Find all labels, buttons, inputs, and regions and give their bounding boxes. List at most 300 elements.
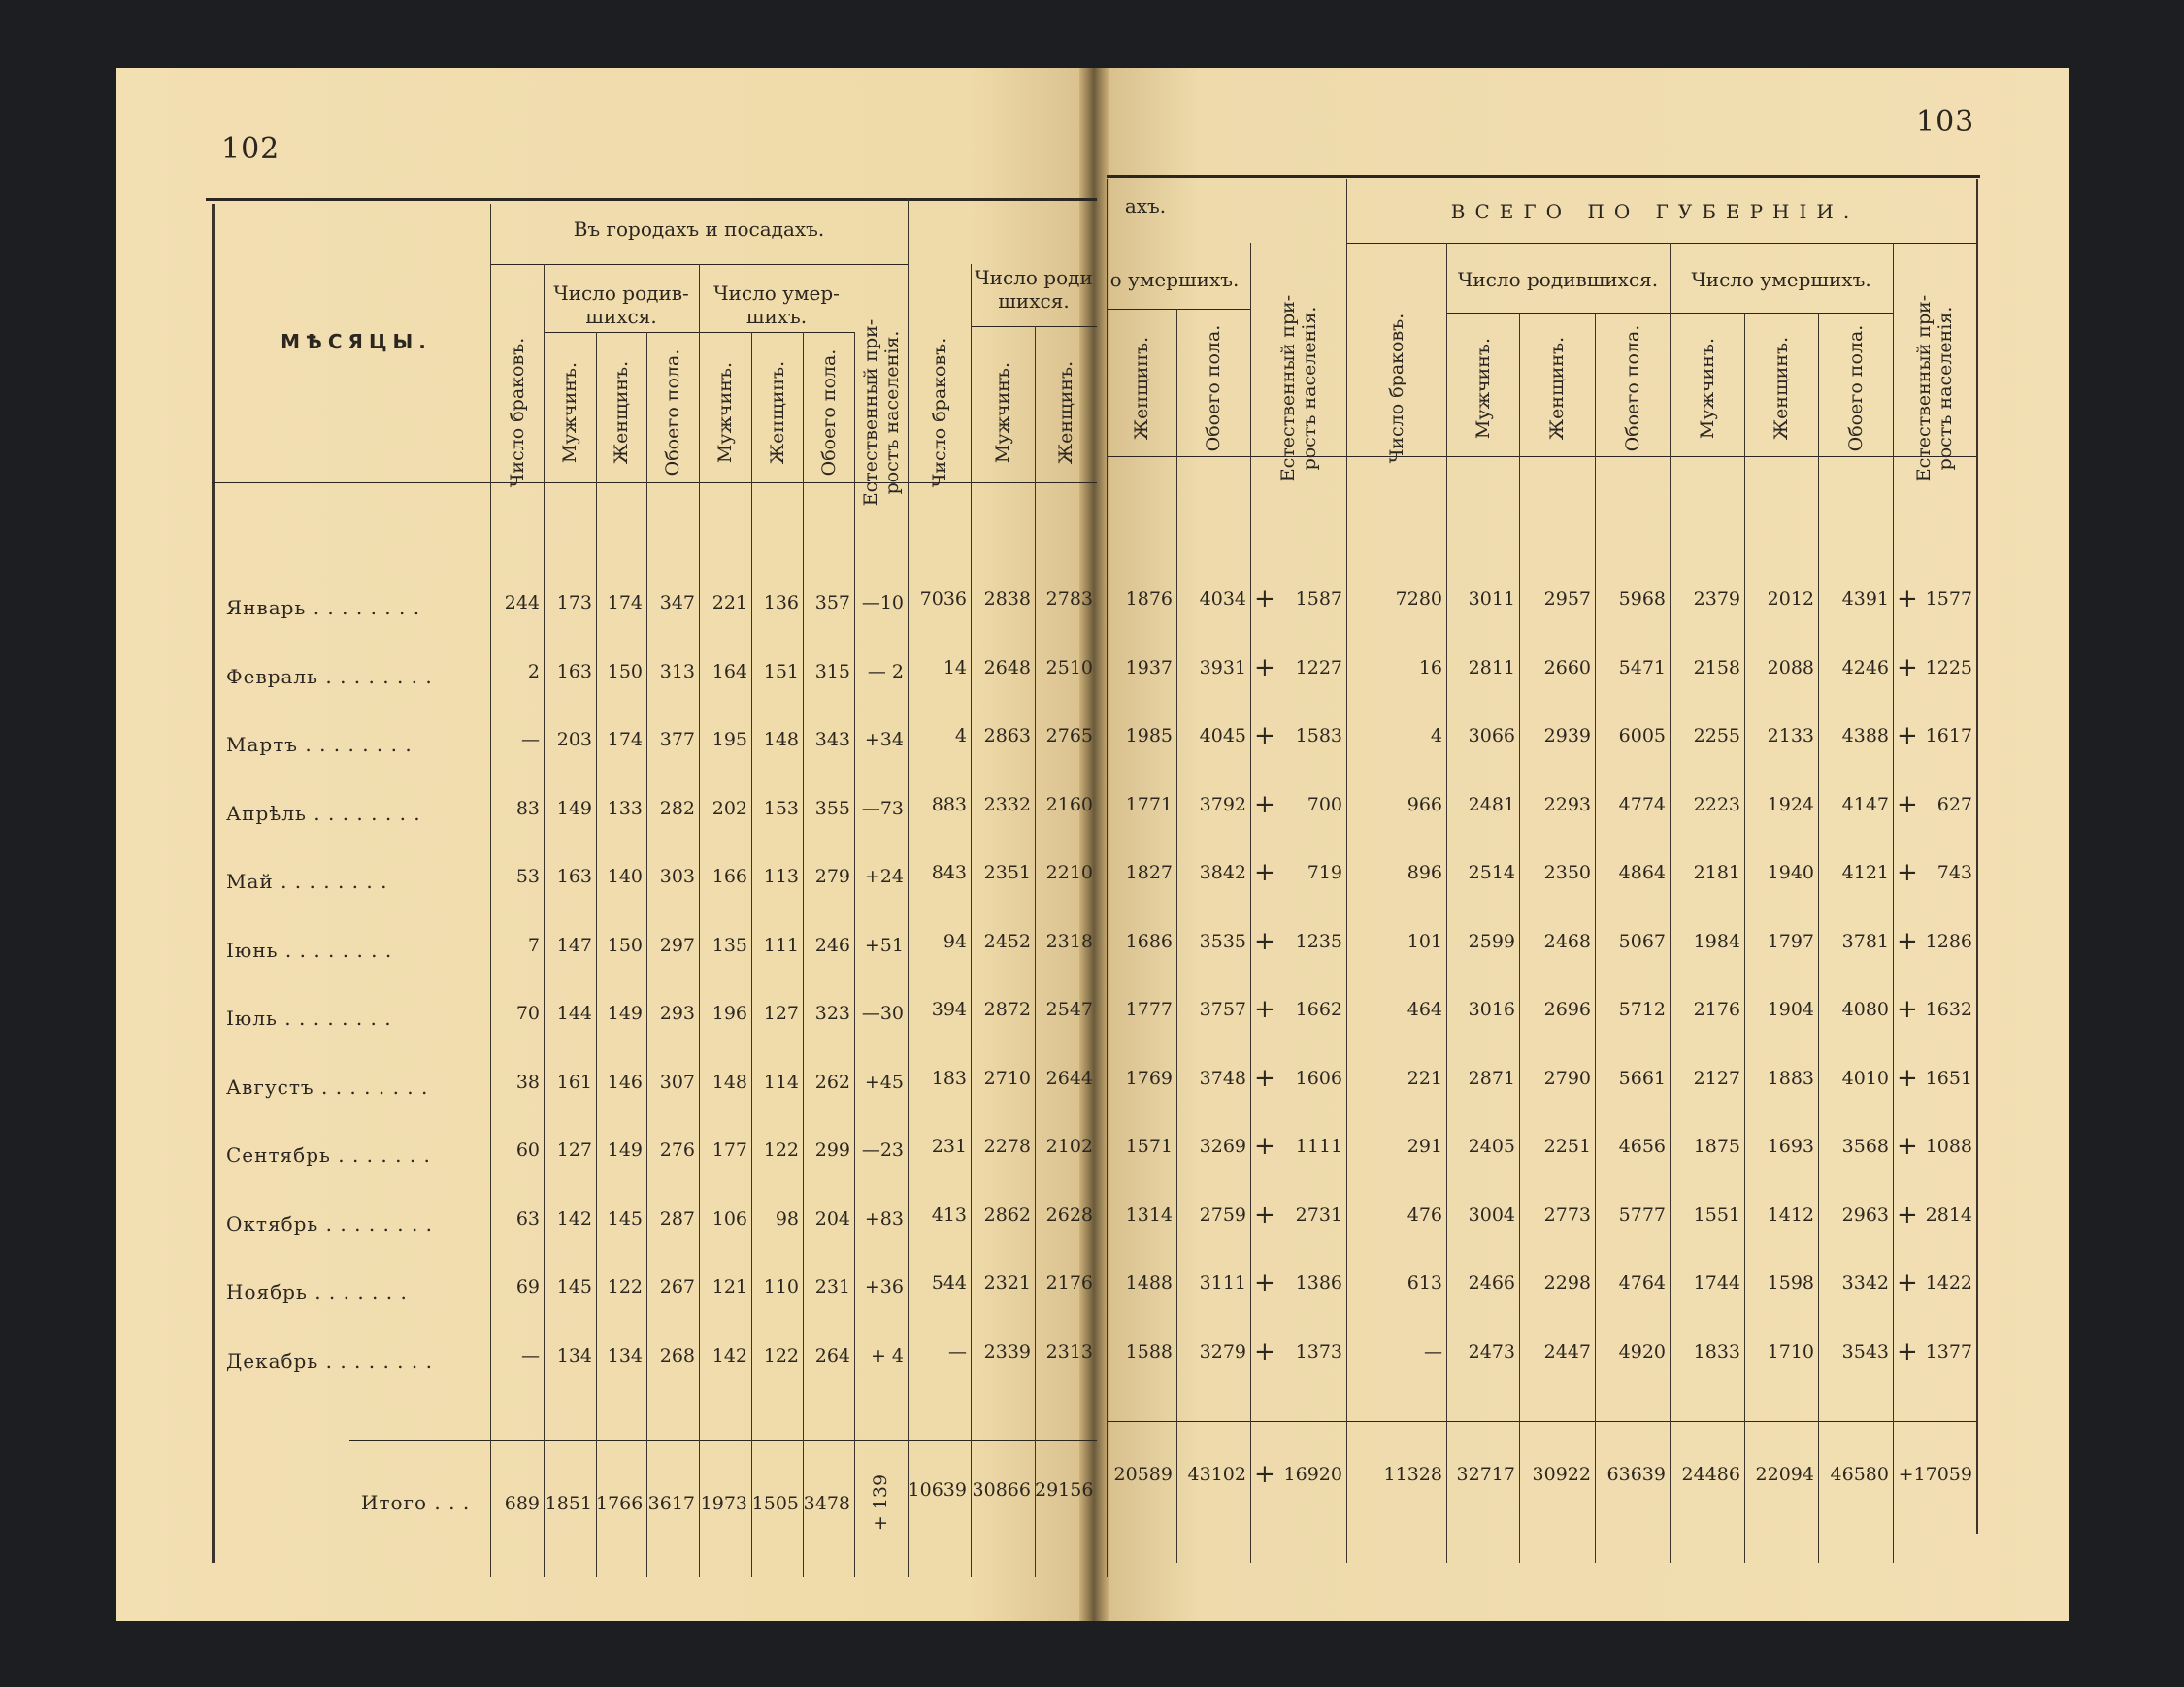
province-cell: 2088 <box>1767 656 1814 678</box>
city-born-rule <box>544 332 699 333</box>
city-row-10-cell: 121 <box>711 1276 747 1298</box>
province-cell: — <box>1424 1340 1442 1363</box>
county-left-rule-0 <box>971 264 972 1577</box>
province-cell: 2514 <box>1468 862 1515 883</box>
province-cell: 2790 <box>1543 1067 1591 1089</box>
county-left-row-9-cell: 413 <box>931 1204 967 1226</box>
province-cell: 1551 <box>1693 1204 1740 1226</box>
county-left-row-3-cell: 2332 <box>983 793 1031 815</box>
city-row-3-cell: 133 <box>607 797 643 819</box>
county-left-col-header-2: Женщинъ. <box>1055 360 1076 465</box>
province-cell: 3568 <box>1841 1136 1889 1157</box>
county-right-growth: 1606 <box>1295 1067 1342 1089</box>
plus-sign: + <box>1254 1269 1275 1298</box>
county-right-both: 3792 <box>1199 793 1246 815</box>
plus-sign: + <box>1254 584 1275 613</box>
city-row-8-cell: —23 <box>861 1140 904 1161</box>
province-total-cell: +17059 <box>1898 1464 1972 1485</box>
province-growth: 1617 <box>1925 725 1972 746</box>
city-row-1-cell: 313 <box>659 660 695 682</box>
county-left-row-7-cell: 2644 <box>1045 1067 1093 1089</box>
city-row-11-cell: — <box>521 1344 540 1367</box>
city-row-4-cell: 113 <box>763 866 799 887</box>
county-right-both: 3111 <box>1199 1273 1246 1294</box>
city-col-header-6: Обоего пола. <box>817 348 840 477</box>
county-right-women: 1686 <box>1125 930 1173 952</box>
county-right-total-both: 43102 <box>1187 1464 1246 1485</box>
province-growth: 1286 <box>1925 930 1972 952</box>
province-cell: 2251 <box>1543 1136 1591 1157</box>
county-right-both: 4045 <box>1199 725 1246 746</box>
city-row-1-cell: 2 <box>527 660 540 682</box>
city-row-4-cell: 53 <box>515 866 540 887</box>
province-cell: 2963 <box>1841 1204 1889 1226</box>
city-row-11-cell: 268 <box>659 1344 695 1367</box>
county-right-women: 1985 <box>1125 725 1173 746</box>
province-cell: 4010 <box>1841 1067 1889 1089</box>
city-row-10-cell: 122 <box>607 1276 643 1298</box>
plus-sign: + <box>1254 1337 1275 1367</box>
province-cell: 613 <box>1406 1273 1442 1294</box>
province-cell: 5968 <box>1618 588 1666 610</box>
county-left-row-6-cell: 394 <box>931 999 967 1020</box>
county-right-growth: 1662 <box>1295 999 1342 1020</box>
county-left-row-2-cell: 4 <box>954 725 967 746</box>
month-label: Iюнь . . . . . . . . <box>226 938 393 962</box>
province-cell: 2158 <box>1693 656 1740 678</box>
plus-sign: + <box>1897 1269 1918 1298</box>
city-row-10-cell: +36 <box>864 1276 904 1298</box>
province-cell: 2773 <box>1543 1204 1591 1226</box>
city-row-10-cell: 110 <box>763 1276 799 1298</box>
province-died-rule <box>1670 313 1893 314</box>
province-cell: 2468 <box>1543 930 1591 952</box>
month-label: Декабрь . . . . . . . . <box>226 1348 433 1373</box>
county-right-women: 1571 <box>1125 1136 1173 1157</box>
city-row-10-cell: 231 <box>814 1276 850 1298</box>
city-total-cell: 3478 <box>803 1493 850 1514</box>
months-heading: МѢСЯЦЫ. <box>281 330 432 353</box>
county-left-total-cell: 29156 <box>1035 1479 1094 1501</box>
month-label: Ноябрь . . . . . . . <box>226 1280 408 1304</box>
total-rule-left <box>349 1440 1097 1441</box>
city-row-2-cell: 195 <box>711 729 747 750</box>
county-right-women: 1771 <box>1125 793 1173 815</box>
city-row-6-cell: —30 <box>861 1003 904 1024</box>
total-rule-right <box>1107 1421 1976 1422</box>
province-cell: 5712 <box>1618 999 1666 1020</box>
county-right-growth: 700 <box>1307 793 1342 815</box>
province-cell: 1984 <box>1693 930 1740 952</box>
province-cell: 1940 <box>1767 862 1814 883</box>
city-col-header-1: Мужчинъ. <box>559 361 580 464</box>
province-total-cell: 63639 <box>1606 1464 1666 1485</box>
plus-sign: + <box>1897 1063 1918 1093</box>
city-row-1-cell: 315 <box>814 660 850 682</box>
province-cell: 7280 <box>1395 588 1442 610</box>
province-born-rule <box>1446 313 1670 314</box>
page-number-left: 102 <box>221 132 281 166</box>
city-row-0-cell: 221 <box>711 592 747 613</box>
county-group-rule <box>908 198 909 1577</box>
city-row-0-cell: 347 <box>659 592 695 613</box>
province-cell: 4391 <box>1841 588 1889 610</box>
province-cell: 4147 <box>1841 793 1889 815</box>
province-cell: 2298 <box>1543 1273 1591 1294</box>
province-cell: 464 <box>1406 999 1442 1020</box>
province-cell: 4121 <box>1841 862 1889 883</box>
city-row-1-cell: 164 <box>711 660 747 682</box>
county-died-rule <box>1107 309 1250 310</box>
city-row-11-cell: 142 <box>711 1344 747 1367</box>
city-row-6-cell: 70 <box>515 1003 540 1024</box>
total-label: Итого . . . <box>361 1491 471 1514</box>
county-heading: ахъ. <box>1124 194 1167 217</box>
plus-sign: + <box>1897 721 1918 750</box>
province-growth: 743 <box>1936 862 1972 883</box>
province-cell: 2473 <box>1468 1340 1515 1363</box>
county-right-women: 1314 <box>1125 1204 1173 1226</box>
province-cell: 2405 <box>1468 1136 1515 1157</box>
city-row-7-cell: 38 <box>515 1071 540 1093</box>
province-col-header-7: Естественный при- ростъ населенія. <box>1913 294 1956 482</box>
city-row-3-cell: 83 <box>515 797 540 819</box>
province-cell: 5471 <box>1618 656 1666 678</box>
city-row-8-cell: 299 <box>814 1140 850 1161</box>
county-right-col-header-0: Женщинъ. <box>1131 336 1152 441</box>
city-rule-0 <box>544 264 545 1577</box>
province-cell: 101 <box>1406 930 1442 952</box>
province-cell: 2871 <box>1468 1067 1515 1089</box>
city-row-7-cell: 146 <box>607 1071 643 1093</box>
city-row-8-cell: 60 <box>515 1140 540 1161</box>
province-cell: 4920 <box>1618 1340 1666 1363</box>
month-label: Сентябрь . . . . . . . <box>226 1143 431 1167</box>
city-row-5-cell: 297 <box>659 934 695 956</box>
county-right-both: 3757 <box>1199 999 1246 1020</box>
city-row-9-cell: 98 <box>775 1207 799 1230</box>
province-cell: 1693 <box>1767 1136 1814 1157</box>
city-row-6-cell: 144 <box>556 1003 592 1024</box>
province-cell: 5777 <box>1618 1204 1666 1226</box>
city-row-4-cell: 166 <box>711 866 747 887</box>
county-right-both: 3931 <box>1199 656 1246 678</box>
county-left-total-cell: 30866 <box>972 1479 1031 1501</box>
province-cell: 476 <box>1406 1204 1442 1226</box>
province-growth: 1225 <box>1925 656 1972 678</box>
city-row-7-cell: 307 <box>659 1071 695 1093</box>
top-rule-left <box>206 198 1097 201</box>
plus-sign: + <box>1897 1337 1918 1367</box>
province-cell: 2957 <box>1543 588 1591 610</box>
province-cell: 2012 <box>1767 588 1814 610</box>
county-left-row-11-cell: — <box>948 1340 967 1363</box>
city-col-header-2: Женщинъ. <box>611 360 632 465</box>
province-cell: 3011 <box>1468 588 1515 610</box>
plus-sign: + <box>1897 652 1918 682</box>
province-cell: 1744 <box>1693 1273 1740 1294</box>
city-row-5-cell: 150 <box>607 934 643 956</box>
plus-sign: + <box>1897 995 1918 1024</box>
province-cell: 4656 <box>1618 1136 1666 1157</box>
county-left-row-1-cell: 2510 <box>1045 656 1093 678</box>
city-row-8-cell: 276 <box>659 1140 695 1161</box>
city-row-4-cell: 303 <box>659 866 695 887</box>
city-row-9-cell: 106 <box>711 1207 747 1230</box>
province-cell: 4 <box>1430 725 1442 746</box>
city-row-1-cell: 163 <box>556 660 592 682</box>
city-row-3-cell: —73 <box>861 797 904 819</box>
city-row-0-cell: 173 <box>556 592 592 613</box>
province-cell: 4774 <box>1618 793 1666 815</box>
county-left-row-0-cell: 7036 <box>919 588 967 610</box>
city-col-header-5: Женщинъ. <box>766 360 788 465</box>
county-right-both: 3269 <box>1199 1136 1246 1157</box>
province-col-header-2: Женщинъ. <box>1546 336 1568 441</box>
province-cell: 2660 <box>1543 656 1591 678</box>
city-row-0-cell: 244 <box>504 592 540 613</box>
city-col-header-7: Естественный при- ростъ населенія. <box>859 318 903 507</box>
county-left-row-3-cell: 883 <box>931 793 967 815</box>
county-left-row-1-cell: 14 <box>943 656 967 678</box>
month-label: Октябрь . . . . . . . . <box>226 1211 434 1236</box>
header-bottom-left <box>212 482 1097 483</box>
province-total-cell: 22094 <box>1755 1464 1814 1485</box>
province-cell: 2939 <box>1543 725 1591 746</box>
province-cell: 3543 <box>1841 1340 1889 1363</box>
province-cell: 1875 <box>1693 1136 1740 1157</box>
province-growth: 1651 <box>1925 1067 1972 1089</box>
plus-sign: + <box>1254 1063 1275 1093</box>
city-row-11-cell: + 4 <box>870 1344 904 1367</box>
province-total-cell: 30922 <box>1532 1464 1591 1485</box>
city-died-rule <box>699 332 854 333</box>
county-left-row-4-cell: 843 <box>931 862 967 883</box>
plus-sign: + <box>1897 1200 1918 1230</box>
city-row-3-cell: 149 <box>556 797 592 819</box>
province-growth: 1577 <box>1925 588 1972 610</box>
province-cell: 3004 <box>1468 1204 1515 1226</box>
county-right-women: 1588 <box>1125 1340 1173 1363</box>
city-total-cell: 1766 <box>596 1493 644 1514</box>
province-growth: 1632 <box>1925 999 1972 1020</box>
city-row-1-cell: — 2 <box>867 660 904 682</box>
county-left-row-5-cell: 94 <box>943 930 967 952</box>
county-left-row-7-cell: 2710 <box>983 1067 1031 1089</box>
province-cell: 5661 <box>1618 1067 1666 1089</box>
city-heading: Въ городахъ и посадахъ. <box>573 217 825 241</box>
city-row-11-cell: 122 <box>763 1344 799 1367</box>
county-right-col-header-1: Обоего пола. <box>1203 324 1224 452</box>
province-cell: 2255 <box>1693 725 1740 746</box>
province-died-heading: Число умершихъ. <box>1691 268 1871 291</box>
province-cell: 2127 <box>1693 1067 1740 1089</box>
county-right-women: 1777 <box>1125 999 1173 1020</box>
city-row-8-cell: 127 <box>556 1140 592 1161</box>
city-row-2-cell: 148 <box>763 729 799 750</box>
city-row-6-cell: 127 <box>763 1003 799 1024</box>
county-left-row-0-cell: 2783 <box>1045 588 1093 610</box>
province-growth: 2814 <box>1925 1204 1972 1226</box>
province-rule-3 <box>1670 243 1671 1563</box>
plus-sign: + <box>1897 584 1918 613</box>
header-bottom-right <box>1107 456 1976 457</box>
province-cell: 4864 <box>1618 862 1666 883</box>
province-col-header-4: Мужчинъ. <box>1696 337 1718 440</box>
city-row-6-cell: 149 <box>607 1003 643 1024</box>
plus-sign: + <box>1897 926 1918 956</box>
province-cell: 1412 <box>1767 1204 1814 1226</box>
county-left-row-2-cell: 2765 <box>1045 725 1093 746</box>
province-cell: 2223 <box>1693 793 1740 815</box>
city-row-10-cell: 145 <box>556 1276 592 1298</box>
county-right-growth: 1373 <box>1295 1340 1342 1363</box>
county-right-women: 1937 <box>1125 656 1173 678</box>
plus-sign: + <box>1254 789 1275 819</box>
city-died-heading: Число умер- шихъ. <box>713 281 840 328</box>
county-left-row-5-cell: 2318 <box>1045 930 1093 952</box>
city-row-8-cell: 149 <box>607 1140 643 1161</box>
county-right-total-women: 20589 <box>1113 1464 1173 1485</box>
county-right-growth: 1111 <box>1295 1136 1342 1157</box>
city-row-3-cell: 355 <box>814 797 850 819</box>
city-row-8-cell: 122 <box>763 1140 799 1161</box>
page-number-right: 103 <box>1916 105 1975 139</box>
city-total-cell: 1851 <box>545 1493 592 1514</box>
city-row-5-cell: 135 <box>711 934 747 956</box>
city-row-9-cell: 145 <box>607 1207 643 1230</box>
county-right-women: 1827 <box>1125 862 1173 883</box>
city-row-7-cell: 148 <box>711 1071 747 1093</box>
county-right-growth: 1227 <box>1295 656 1342 678</box>
province-cell: 4764 <box>1618 1273 1666 1294</box>
city-rule-3 <box>699 264 700 1577</box>
county-right-col-header-2: Естественный при- ростъ населенія. <box>1276 294 1320 482</box>
province-total-cell: 24486 <box>1681 1464 1740 1485</box>
county-died-heading: о умершихъ. <box>1109 268 1240 291</box>
plus-sign: + <box>1254 1460 1275 1489</box>
province-cell: 3781 <box>1841 930 1889 952</box>
city-row-1-cell: 150 <box>607 660 643 682</box>
county-left-row-6-cell: 2547 <box>1045 999 1093 1020</box>
province-cell: 2481 <box>1468 793 1515 815</box>
county-right-both: 3535 <box>1199 930 1246 952</box>
city-row-0-cell: 136 <box>763 592 799 613</box>
province-cell: 896 <box>1406 862 1442 883</box>
county-left-row-10-cell: 2321 <box>983 1273 1031 1294</box>
province-cell: 4246 <box>1841 656 1889 678</box>
city-row-1-cell: 151 <box>763 660 799 682</box>
city-row-0-cell: 357 <box>814 592 850 613</box>
city-row-7-cell: 262 <box>814 1071 850 1093</box>
province-total-cell: 46580 <box>1830 1464 1889 1485</box>
city-row-3-cell: 282 <box>659 797 695 819</box>
county-left-row-10-cell: 2176 <box>1045 1273 1093 1294</box>
month-label: Январь . . . . . . . . <box>226 596 421 619</box>
city-row-0-cell: —10 <box>861 592 904 613</box>
city-row-9-cell: 204 <box>814 1207 850 1230</box>
county-right-women: 1876 <box>1125 588 1173 610</box>
county-left-row-4-cell: 2210 <box>1045 862 1093 883</box>
city-total-cell: 3617 <box>647 1493 695 1514</box>
city-row-5-cell: +51 <box>864 934 904 956</box>
county-left-row-10-cell: 544 <box>931 1273 967 1294</box>
province-col-header-6: Обоего пола. <box>1844 324 1867 452</box>
province-cell: 1797 <box>1767 930 1814 952</box>
province-cell: 2599 <box>1468 930 1515 952</box>
city-row-11-cell: 134 <box>607 1344 643 1367</box>
province-cell: 6005 <box>1618 725 1666 746</box>
province-cell: 3016 <box>1468 999 1515 1020</box>
plus-sign: + <box>1254 926 1275 956</box>
city-row-4-cell: 140 <box>607 866 643 887</box>
month-label: Iюль . . . . . . . . <box>226 1007 392 1030</box>
province-cell: 1598 <box>1767 1273 1814 1294</box>
province-col-header-3: Обоего пола. <box>1621 324 1643 452</box>
left-border <box>212 204 215 1563</box>
province-growth: 1422 <box>1925 1273 1972 1294</box>
province-cell: 4388 <box>1841 725 1889 746</box>
province-cell: 1904 <box>1767 999 1814 1020</box>
city-row-5-cell: 246 <box>814 934 850 956</box>
city-row-10-cell: 267 <box>659 1276 695 1298</box>
county-right-growth: 1583 <box>1295 725 1342 746</box>
province-cell: 1710 <box>1767 1340 1814 1363</box>
county-born-rule <box>971 326 1097 327</box>
plus-sign: + <box>1897 858 1918 887</box>
province-col-header-1: Мужчинъ. <box>1472 337 1494 440</box>
province-cell: 221 <box>1406 1067 1442 1089</box>
city-total-growth: + 139 <box>870 1473 891 1532</box>
county-left-row-3-cell: 2160 <box>1045 793 1093 815</box>
city-row-2-cell: 174 <box>607 729 643 750</box>
month-label: Августъ . . . . . . . . <box>226 1075 429 1099</box>
city-total-cell: 1505 <box>751 1493 799 1514</box>
province-cell: 4080 <box>1841 999 1889 1020</box>
county-left-col-header-1: Мужчинъ. <box>992 361 1013 464</box>
province-total-cell: 11328 <box>1383 1464 1442 1485</box>
province-cell: 2181 <box>1693 862 1740 883</box>
province-rule-0 <box>1446 243 1447 1563</box>
province-heading: ВСЕГО ПО ГУБЕРНIИ. <box>1450 200 1860 223</box>
plus-sign: + <box>1897 1132 1918 1161</box>
city-row-7-cell: 161 <box>556 1071 592 1093</box>
city-row-2-cell: 203 <box>556 729 592 750</box>
city-row-4-cell: +24 <box>864 866 904 887</box>
right-border <box>1976 179 1978 1534</box>
county-left-row-11-cell: 2339 <box>983 1340 1031 1363</box>
province-cell: 2811 <box>1468 656 1515 678</box>
province-cell: 3066 <box>1468 725 1515 746</box>
city-row-4-cell: 279 <box>814 866 850 887</box>
city-row-9-cell: +83 <box>864 1207 904 1230</box>
province-total-cell: 32717 <box>1456 1464 1515 1485</box>
province-cell: 2293 <box>1543 793 1591 815</box>
city-row-6-cell: 196 <box>711 1003 747 1024</box>
month-label: Май . . . . . . . . <box>226 870 388 893</box>
plus-sign: + <box>1254 721 1275 750</box>
city-row-2-cell: 377 <box>659 729 695 750</box>
city-row-7-cell: +45 <box>864 1071 904 1093</box>
city-row-2-cell: +34 <box>864 729 904 750</box>
city-row-6-cell: 293 <box>659 1003 695 1024</box>
city-row-2-cell: — <box>521 729 540 750</box>
province-cell: 16 <box>1418 656 1442 678</box>
county-left-row-6-cell: 2872 <box>983 999 1031 1020</box>
county-left-row-0-cell: 2838 <box>983 588 1031 610</box>
plus-sign: + <box>1254 652 1275 682</box>
county-left-row-5-cell: 2452 <box>983 930 1031 952</box>
